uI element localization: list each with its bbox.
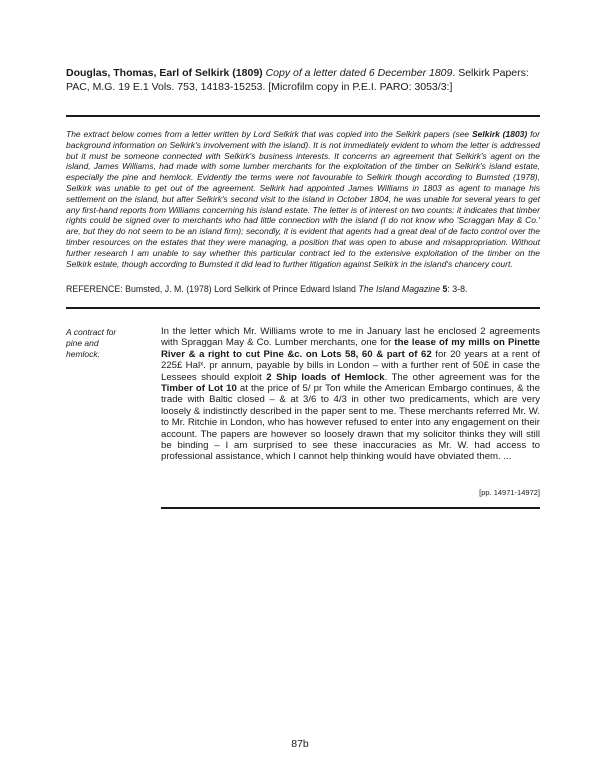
letter-extract bbox=[161, 326, 540, 463]
intro-selkirk-ref: Selkirk (1803) bbox=[471, 129, 528, 139]
intro-text-2: for background information on Selkirk's involvement with the island). It is not immediately evident to whom the letter is addressed but it must be someone connected with Selkirk's business interests. It concerns an agreement that Selkirk's agent on the island, James Williams, had made with some lumber merchants for the exploitation of the timber on Selkirk's island estate, especially the pine and hemlock. Evidently the terms were not favourable to Selkirk though according to Bumsted (1978), Selkirk was unable to get out of the agreement. Selkirk had appointed James Williams in 1803 as agent to manage his settlement on the island, but after Selkirk's second visit to the island in October 1804, he was unable for several years to get any first-hand reports from Williams concerning his island estate. The letter is of interest on two counts: it indicates that timber rights could be signed over to merchants who had little connection with the island (I do not know who 'Scraggan May & Co.' are, but they do not seem to be an island firm); secondly, it is evident that agents had a great deal of de facto control over the timber resources on the estates that they were managing, a position that was open to abuse and misappropriation. Without further research I am unable to say whether this particular contract led to the extensive exploitation of the timber on the Selkirk estate, though according to Bumsted it did lead to further litigation against Selkirk in the island's chancery court. bbox=[66, 129, 540, 269]
reference-volume: 5 bbox=[442, 284, 448, 294]
reference-pages: : 3-8. bbox=[447, 284, 468, 294]
reference-text: REFERENCE: Bumsted, J. M. (1978) Lord Selkirk of Prince Edward Island bbox=[66, 284, 359, 294]
letter-text-4: at the price of 5/ pr Ton while the American Embargo continues, & the trade with Baltic closed – & at 3/6 to 4/3 in other two predicaments, which are very loosely & indistinctly described in the paper sent to me. These merchants referred Mr. W. to Mr. Ritchie in London, who has however refused to enter into any engagement on their account. The papers are however so loosely drawn that my solicitor thinks they will still be binding – I am surprised to see these inaccuracies as Mr. W. had access to professional assistance, which I cannot help thinking would have obviated them. ... bbox=[161, 383, 540, 463]
divider-top bbox=[66, 115, 540, 117]
letter-text-1: In the letter which Mr. Williams wrote to me in January last he enclosed 2 agreements with Spraggan May & Co. Lumber merchants, one for bbox=[161, 326, 540, 349]
citation bbox=[66, 66, 538, 94]
citation-author: Douglas, Thomas, Earl of Selkirk (1809) bbox=[66, 67, 263, 79]
page-number: 87b bbox=[291, 738, 309, 750]
margin-note: A contract for pine and hemlock. bbox=[66, 327, 117, 359]
citation-source: . Selkirk Papers: PAC, M.G. 19 E.1 Vols. 753, 14183-15253. [Microfilm copy in P.E.I. PARO: 3053/3:] bbox=[66, 67, 529, 93]
reference bbox=[66, 283, 540, 295]
divider-bottom bbox=[161, 507, 540, 509]
citation-title: Copy of a letter dated 6 December 1809 bbox=[265, 67, 453, 79]
letter-text-3: . The other agreement was for the bbox=[384, 371, 540, 383]
reference-journal: The Island Magazine bbox=[358, 284, 441, 294]
letter-text-2: for 20 years at a rent of 225£ Halˣ. pr annum, payable by bills in London – with a further rent of 50£ in case the Lessees should exploit bbox=[161, 348, 540, 383]
letter-emphasis-2: 2 Ship loads of Hemlock bbox=[266, 371, 385, 383]
intro-paragraph bbox=[66, 129, 540, 269]
letter-emphasis-3: Timber of Lot 10 bbox=[161, 383, 237, 395]
page-reference: [pp. 14971-14972] bbox=[479, 488, 540, 497]
letter-emphasis-1: the lease of my mills on Pinette River & a right to cut Pine &c. on Lots 58, 60 & part of 62 bbox=[161, 337, 540, 360]
divider-middle bbox=[66, 307, 540, 309]
intro-text-1: The extract below comes from a letter written by Lord Selkirk that was copied into the Selkirk papers (see bbox=[66, 129, 472, 139]
